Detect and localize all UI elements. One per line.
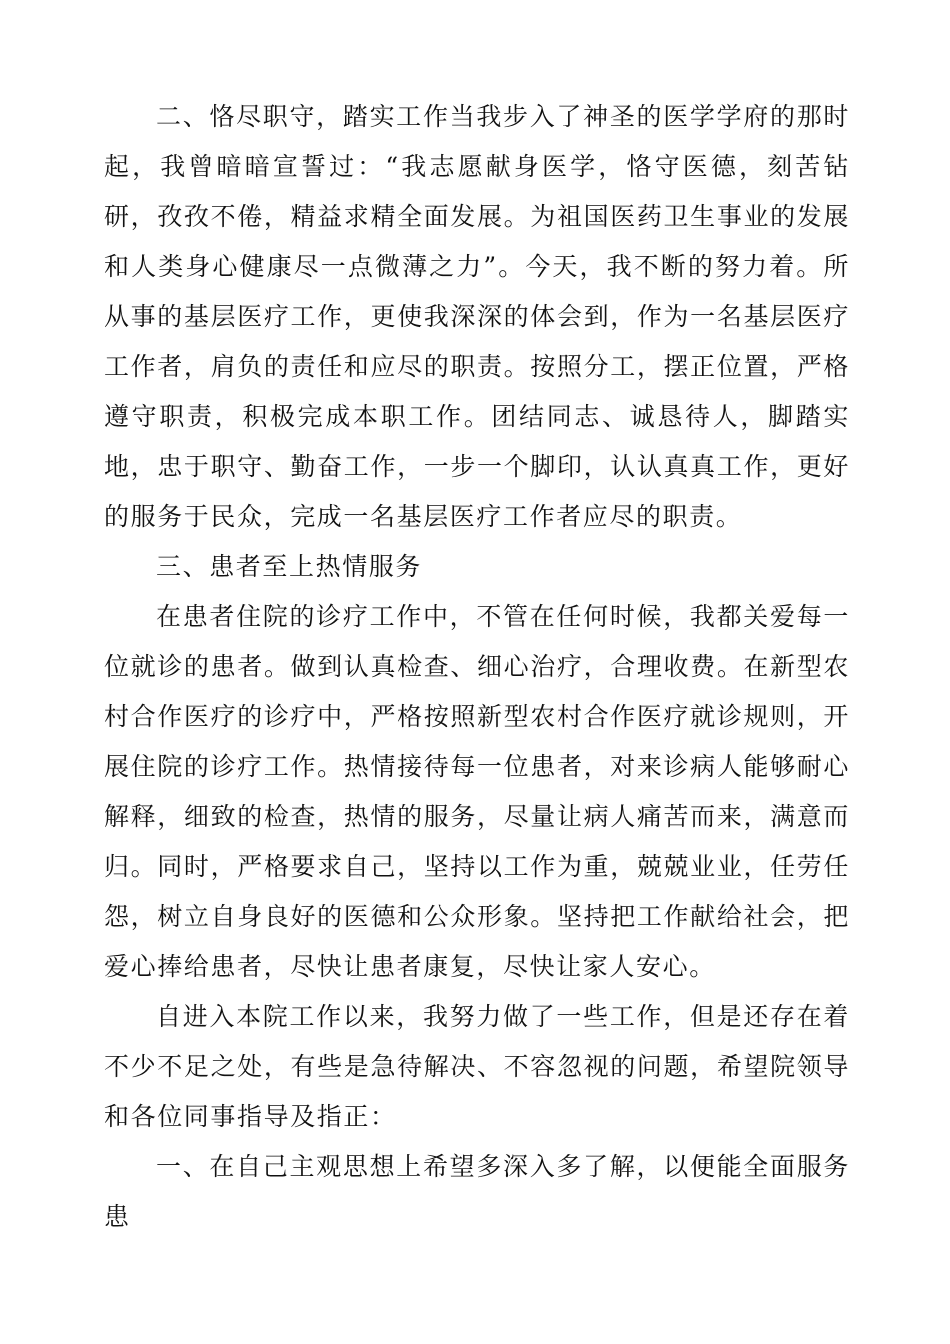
paragraph-shortcomings: 自进入本院工作以来，我努力做了一些工作，但是还存在着不少不足之处，有些是急待解决、不容忽视的问题，希望院领导和各位同事指导及指正： xyxy=(104,1002,850,1131)
paragraph-duty: 二、恪尽职守，踏实工作当我步入了神圣的医学学府的那时起，我曾暗暗宣誓过：“我志愿献身医学，恪守医德，刻苦钻研，孜孜不倦，精益求精全面发展。为祖国医药卫生事业的发展和人类身心健康尽一点微薄之力”。今天，我不断的努力着。所从事的基层医疗工作，更使我深深的体会到，作为一名基层医疗工作者，肩负的责任和应尽的职责。按照分工，摆正位置，严格遵守职责，积极完成本职工作。团结同志、诚恳待人，脚踏实地，忠于职守、勤奋工作，一步一个脚印，认认真真工作，更好的服务于民众，完成一名基层医疗工作者应尽的职责。 xyxy=(104,102,850,531)
paragraph-patient-service: 在患者住院的诊疗工作中，不管在任何时候，我都关爱每一位就诊的患者。做到认真检查、细心治疗，合理收费。在新型农村合作医疗的诊疗中，严格按照新型农村合作医疗就诊规则，开展住院的诊疗工作。热情接待每一位患者，对来诊病人能够耐心解释，细致的检查，热情的服务，尽量让病人痛苦而来，满意而归。同时，严格要求自己，坚持以工作为重，兢兢业业，任劳任怨，树立自身良好的医德和公众形象。坚持把工作献给社会，把爱心捧给患者，尽快让患者康复，尽快让家人安心。 xyxy=(104,602,850,981)
document-page xyxy=(104,92,850,1242)
paragraph-improvement-one: 一、在自己主观思想上希望多深入多了解，以便能全面服务患 xyxy=(104,1152,850,1231)
heading-patient-first: 三、患者至上热情服务 xyxy=(156,552,423,581)
